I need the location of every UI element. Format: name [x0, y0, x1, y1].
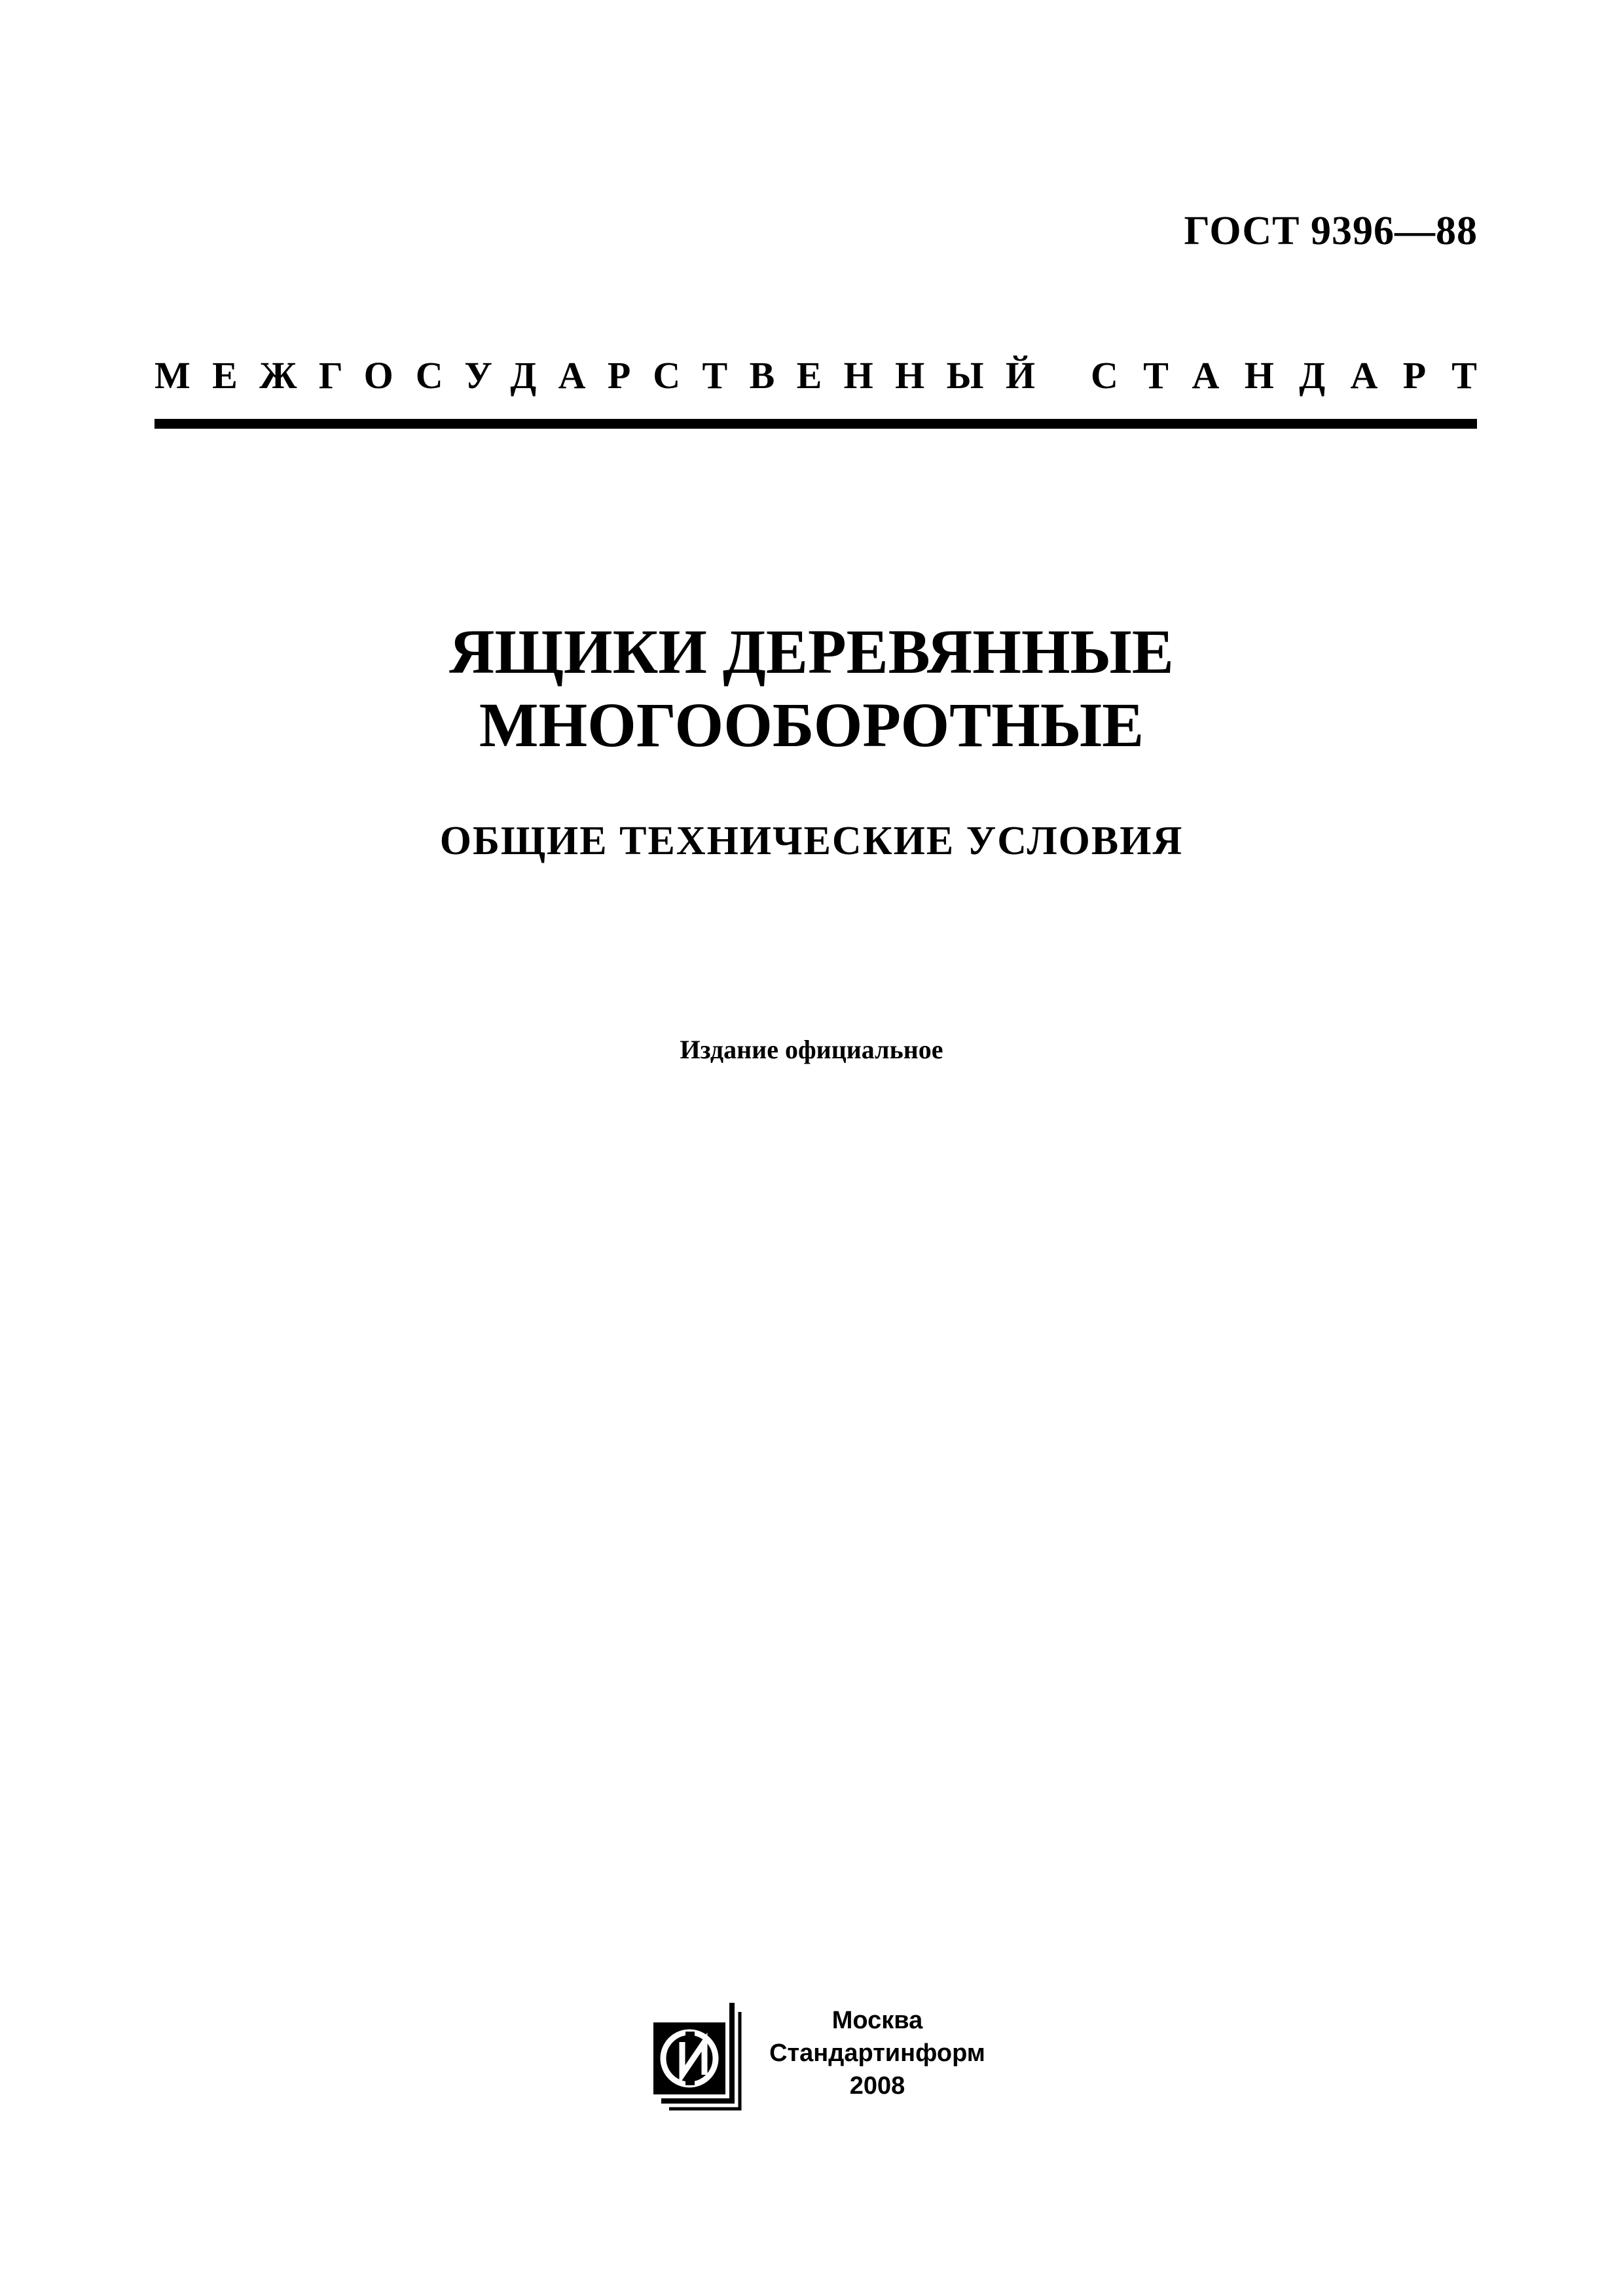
edition-note: Издание официальное — [680, 1035, 943, 1064]
gost-number: ГОСТ 9396—88 — [1184, 209, 1478, 253]
standard-type-word-standard: СТАНДАРТ — [1090, 354, 1503, 397]
standard-type-word-interstate: МЕЖГОСУДАРСТВЕННЫЙ — [155, 354, 1057, 397]
standartinform-logo-icon — [649, 2003, 748, 2114]
publication-year: 2008 — [849, 2072, 905, 2100]
publisher-city: Москва — [831, 2007, 923, 2034]
publisher-name: Стандартинформ — [769, 2039, 985, 2067]
heading-divider — [155, 419, 1477, 429]
document-title — [0, 615, 1623, 762]
document-subtitle: ОБЩИЕ ТЕХНИЧЕСКИЕ УСЛОВИЯ — [439, 819, 1184, 863]
publisher-info — [753, 2004, 1002, 2102]
document-title-line-2: МНОГООБОРОТНЫЕ — [479, 690, 1144, 760]
standard-type-heading — [155, 353, 1503, 397]
document-title-line-1: ЯЩИКИ ДЕРЕВЯННЫЕ — [449, 617, 1174, 687]
